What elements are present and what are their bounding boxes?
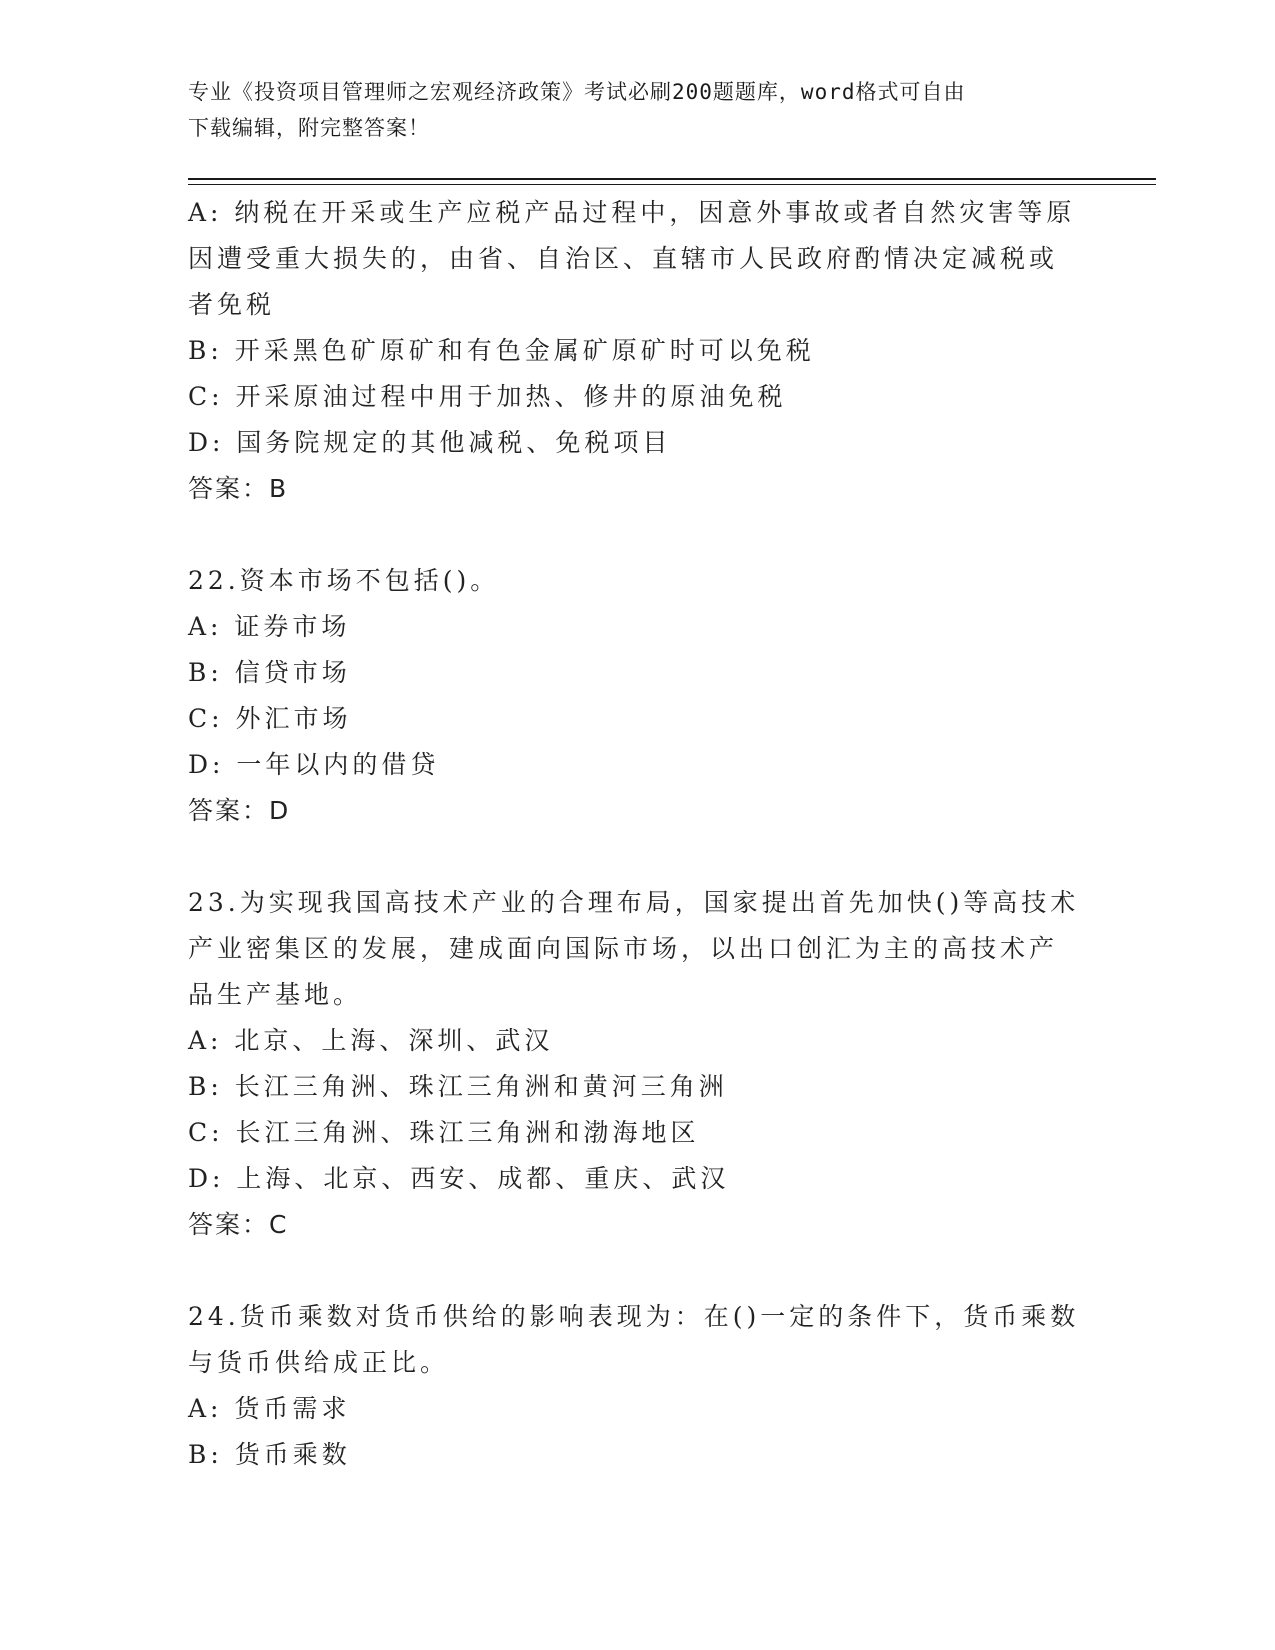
q23-question-line-2: 产业密集区的发展，建成面向国际市场，以出口创汇为主的高技术产 <box>188 934 1059 963</box>
q23-question-line-3: 品生产基地。 <box>188 980 363 1009</box>
question-22 <box>188 558 1088 834</box>
header-divider-thin <box>188 184 1156 185</box>
q22-option-c: C: 外汇市场 <box>188 704 352 733</box>
spacer <box>188 834 1088 880</box>
q23-answer: 答案：C <box>188 1210 289 1239</box>
q24-question-line-1: 24.货币乘数对货币供给的影响表现为：在()一定的条件下，货币乘数 <box>188 1302 1080 1331</box>
question-list <box>188 190 1088 1478</box>
q24-option-b: B: 货币乘数 <box>188 1440 351 1469</box>
q21-option-d: D: 国务院规定的其他减税、免税项目 <box>188 428 672 457</box>
q21-option-c: C: 开采原油过程中用于加热、修井的原油免税 <box>188 382 787 411</box>
header-divider-thick <box>188 178 1156 180</box>
q21-option-a-line-3: 者免税 <box>188 290 276 319</box>
q22-answer: 答案：D <box>188 796 291 825</box>
q21-option-a-line-2: 因遭受重大损失的，由省、自治区、直辖市人民政府酌情决定减税或 <box>188 244 1059 273</box>
question-24 <box>188 1294 1088 1478</box>
q23-option-c: C: 长江三角洲、珠江三角洲和渤海地区 <box>188 1118 700 1147</box>
q23-option-d: D: 上海、北京、西安、成都、重庆、武汉 <box>188 1164 730 1193</box>
header-line-2: 下载编辑，附完整答案！ <box>188 116 430 140</box>
spacer <box>188 512 1088 558</box>
q22-option-b: B: 信贷市场 <box>188 658 351 687</box>
q22-option-d: D: 一年以内的借贷 <box>188 750 440 779</box>
q23-option-a: A: 北京、上海、深圳、武汉 <box>188 1026 554 1055</box>
q21-option-a-line-1: A: 纳税在开采或生产应税产品过程中，因意外事故或者自然灾害等原 <box>188 198 1076 227</box>
q23-question-line-1: 23.为实现我国高技术产业的合理布局，国家提出首先加快()等高技术 <box>188 888 1080 917</box>
q22-option-a: A: 证券市场 <box>188 612 351 641</box>
q23-option-b: B: 长江三角洲、珠江三角洲和黄河三角洲 <box>188 1072 728 1101</box>
header-line-1: 专业《投资项目管理师之宏观经济政策》考试必刷200题题库，word格式可自由 <box>188 80 966 104</box>
q21-answer: 答案：B <box>188 474 289 503</box>
q22-question: 22.资本市场不包括()。 <box>188 566 500 595</box>
q24-question-line-2: 与货币供给成正比。 <box>188 1348 450 1377</box>
spacer <box>188 1248 1088 1294</box>
document-header <box>188 74 1088 146</box>
question-21 <box>188 190 1088 512</box>
question-23 <box>188 880 1088 1248</box>
q21-option-b: B: 开采黑色矿原矿和有色金属矿原矿时可以免税 <box>188 336 815 365</box>
q24-option-a: A: 货币需求 <box>188 1394 351 1423</box>
